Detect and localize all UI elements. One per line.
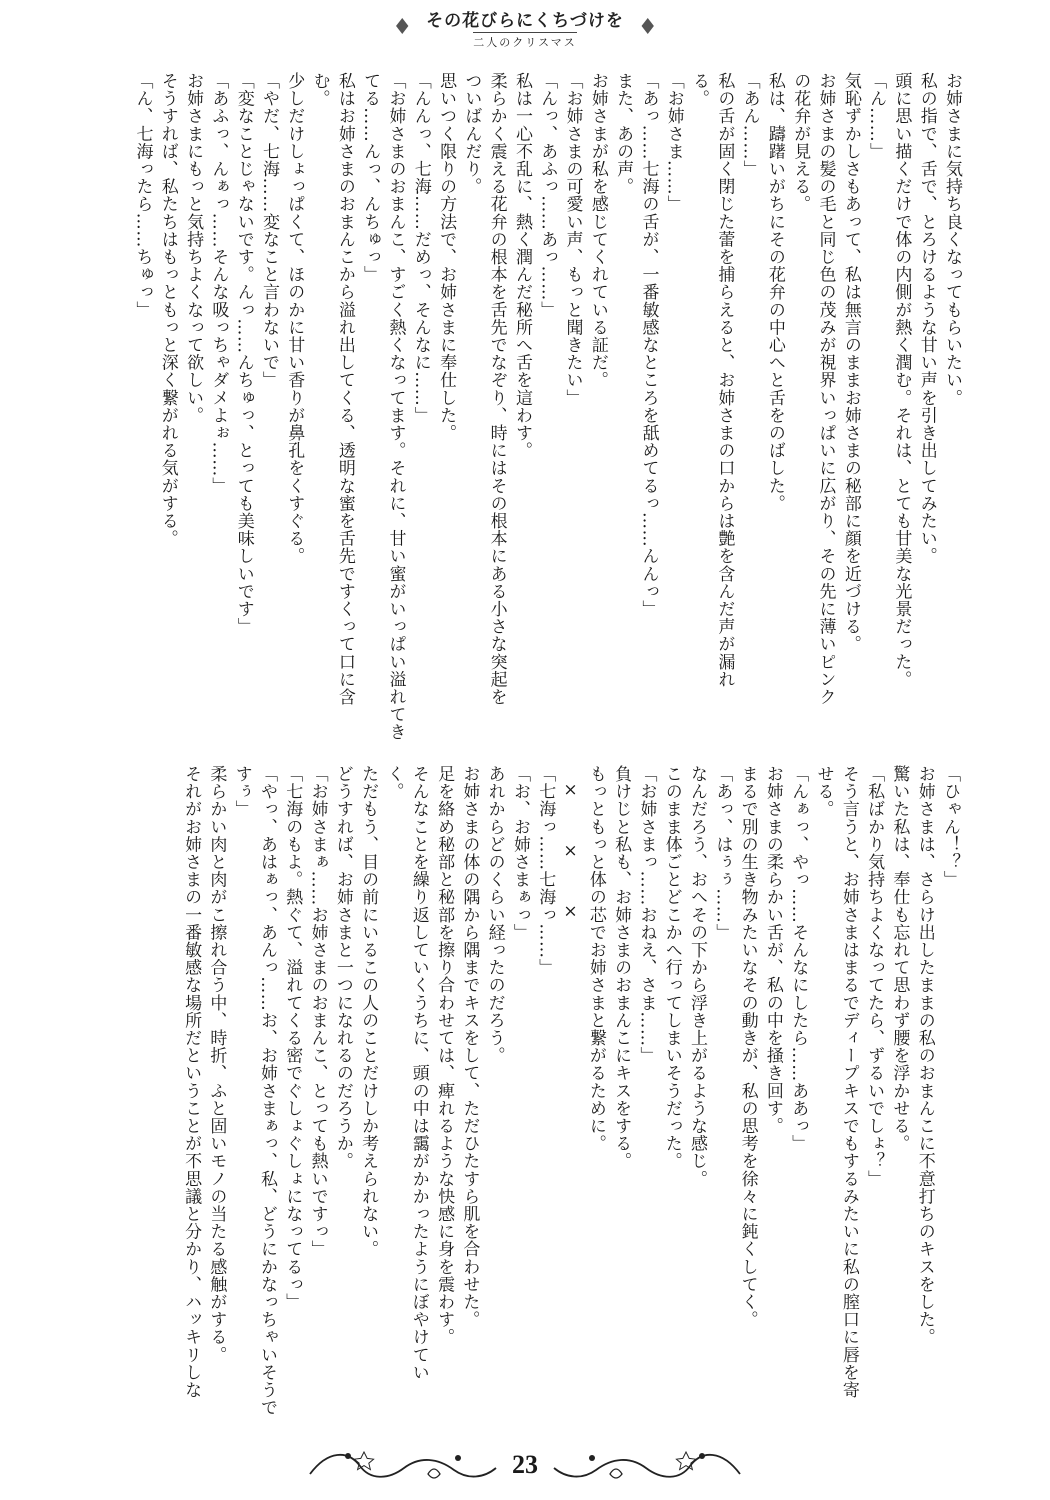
text-line: 「ん、七海ったら……ちゅっ」 [132, 72, 153, 319]
page-number: 23 [512, 1450, 538, 1479]
text-line: まるで別の生き物みたいなその動きが、私の思考を徐々に鈍くしてく。 [737, 765, 758, 1329]
page-footer [0, 1438, 1050, 1492]
text-line: なんだろう、おへその下から浮き上がるような感じ。 [687, 765, 708, 1188]
text-line: 「んぁっ、やっ……そんなにしたら……ああっ」 [788, 765, 809, 1153]
text-line: そうすれば、私たちはもっともっと深く繋がれる気がする。 [157, 72, 178, 548]
text-line: 「ん……」 [866, 72, 887, 160]
text-line: 「私ばかり気持ちよくなってたら、ずるいでしょ？」 [864, 765, 885, 1188]
text-line: く。 [383, 765, 404, 801]
bell-icon: ♦ [637, 15, 658, 40]
text-line: 「あふっ、んぁっ……そんな吸っちゃダメよぉ……」 [208, 72, 229, 495]
text-line: すぅ」 [231, 765, 252, 818]
text-line: ついばんだり。 [461, 72, 482, 196]
text-line: 「あっ、はぅぅ……」 [712, 765, 733, 941]
text-line: 驚いた私は、奉仕も忘れて思わず腰を浮かせる。 [889, 765, 910, 1153]
text-line: 頭に思い描くだけで体の内側が熱く潤む。それは、とても甘美な光景だった。 [891, 72, 912, 688]
ribbon-ornament-left-icon [308, 1444, 498, 1486]
text-line: の花弁が見える。 [790, 72, 811, 213]
header-titles [426, 6, 624, 50]
text-line: 「お姉さまっ……おねえ、さま……」 [636, 765, 657, 1065]
text-line: どうすれば、お姉さまと一つになれるのだろうか。 [332, 765, 353, 1170]
text-line: 「あっ……七海の舌が、一番敏感なところを舐めてるっ……んんっ」 [638, 72, 659, 618]
text-line: 「七海のもよ。熱ぐて、溢れてくる密でぐしょぐしょになってるっ」 [282, 765, 303, 1311]
text-line: てる……んっ、んちゅっ」 [360, 72, 381, 284]
upper-text-block [129, 72, 964, 741]
text-line: 「お姉さまぁ……お姉さまのおまんこ、とっても熱いですっ」 [307, 765, 328, 1258]
text-line: お姉さまの髪の毛と同じ色の茂みが視界いっぱいに広がり、その先に薄いピンク [815, 72, 836, 706]
text-line: ただもう、目の前にいるこの人のことだけしか考えられない。 [358, 765, 379, 1258]
text-line: 足を絡め秘部と秘部を擦り合わせては、痺れるような快感に身を震わす。 [434, 765, 455, 1346]
text-line: む。 [309, 72, 330, 108]
text-line: それがお姉さまの一番敏感な場所だということが不思議と分かり、ハッキリしな [181, 765, 202, 1399]
text-line: 柔らかく震える花弁の根本を舌先でなぞり、時にはその根本にある小さな突起を [486, 72, 507, 706]
text-line: 「お、お姉さまぁっ」 [509, 765, 530, 941]
text-line: る。 [689, 72, 710, 108]
text-line: 「お姉さまのおまんこ、すごく熱くなってます。それに、甘い蜜がいっぱい溢れてき [385, 72, 406, 741]
bell-icon: ♦ [392, 15, 413, 40]
text-line: せる。 [813, 765, 834, 818]
text-line: お姉さまが私を感じてくれている証だ。 [587, 72, 608, 389]
text-line: 「変なことじゃないです。んっ……んちゅっ、とっても美味しいです」 [233, 72, 254, 636]
book-title: その花びらにくちづけを [426, 11, 624, 31]
text-line: ××× [560, 780, 581, 963]
text-line: お姉さまの柔らかい舌が、私の中を掻き回す。 [762, 765, 783, 1135]
text-line: あれからどのくらい経ったのだろう。 [484, 765, 505, 1065]
text-line: お姉さまに気持ち良くなってもらいたい。 [942, 72, 962, 407]
text-line: 負けじと私も、お姉さまのおまんこにキスをする。 [611, 765, 632, 1170]
text-line: そんなことを繰り返していくうちに、頭の中は靄がかかったようにぼやけてい [408, 765, 429, 1381]
text-line: 私の舌が固く閉じた蕾を捕らえると、お姉さまの口からは艶を含んだ声が漏れ [714, 72, 735, 688]
text-line: 少しだけしょっぱくて、ほのかに甘い香りが鼻孔をくすぐる。 [284, 72, 305, 565]
text-line: 私は一心不乱に、熱く潤んだ秘所へ舌を這わす。 [511, 72, 532, 460]
text-line: また、あの声。 [613, 72, 634, 196]
running-header [0, 6, 1050, 50]
text-line: そう言うと、お姉さまはまるでディープキスでもするみたいに私の膣口に唇を寄 [838, 765, 859, 1399]
text-line: もっともっと体の芯でお姉さまと繋がるために。 [585, 765, 606, 1153]
text-line: 私はお姉さまのおまんこから溢れ出してくる、透明な蜜を舌先ですくって口に含 [334, 72, 355, 706]
text-line: 思いつく限りの方法で、お姉さまに奉仕した。 [436, 72, 457, 442]
text-line: 「お姉さま……」 [663, 72, 684, 213]
text-line: 「んっ、あふっ……あっ……」 [537, 72, 558, 319]
text-line: お姉さまにもっと気持ちよくなって欲しい。 [183, 72, 204, 424]
text-line: このまま体ごとどこかへ行ってしまいそうだった。 [661, 765, 682, 1170]
text-line: 「お姉さまの可愛い声、もっと聞きたい」 [562, 72, 583, 407]
lower-text-block [178, 765, 962, 1430]
text-line: 柔らかい肉と肉がこ擦れ合う中、時折、ふと固いモノの当たる感触がする。 [206, 765, 227, 1364]
chapter-subtitle: 二人のクリスマス [473, 32, 577, 50]
text-line: 「やっ、あはぁっ、あんっ……お、お姉さまぁっ、私、どうにかなっちゃいそうで [256, 765, 277, 1417]
text-line: 「ひゃん！？」 [940, 765, 960, 889]
text-line: お姉さまは、さらけ出したままの私のおまんこに不意打ちのキスをした。 [914, 765, 935, 1346]
text-line: 「やだ、七海……変なこと言わないで」 [258, 72, 279, 389]
text-line: 気恥ずかしさもあって、私は無言のままお姉さまの秘部に顔を近づける。 [840, 72, 861, 653]
text-line: 「あん……」 [739, 72, 760, 178]
text-line: お姉さまの体の隅から隅までキスをして、ただひたすら肌を合わせた。 [459, 765, 480, 1329]
text-line: 私は、躊躇いがちにその花弁の中心へと舌をのばした。 [764, 72, 785, 512]
text-line: 私の指で、舌で、とろけるような甘い声を引き出してみたい。 [916, 72, 937, 565]
ribbon-ornament-right-icon [552, 1444, 742, 1486]
text-line: 「んんっ、七海……だめっ、そんなに……」 [410, 72, 431, 424]
text-line: 「七海っ……七海っ……」 [535, 765, 556, 977]
